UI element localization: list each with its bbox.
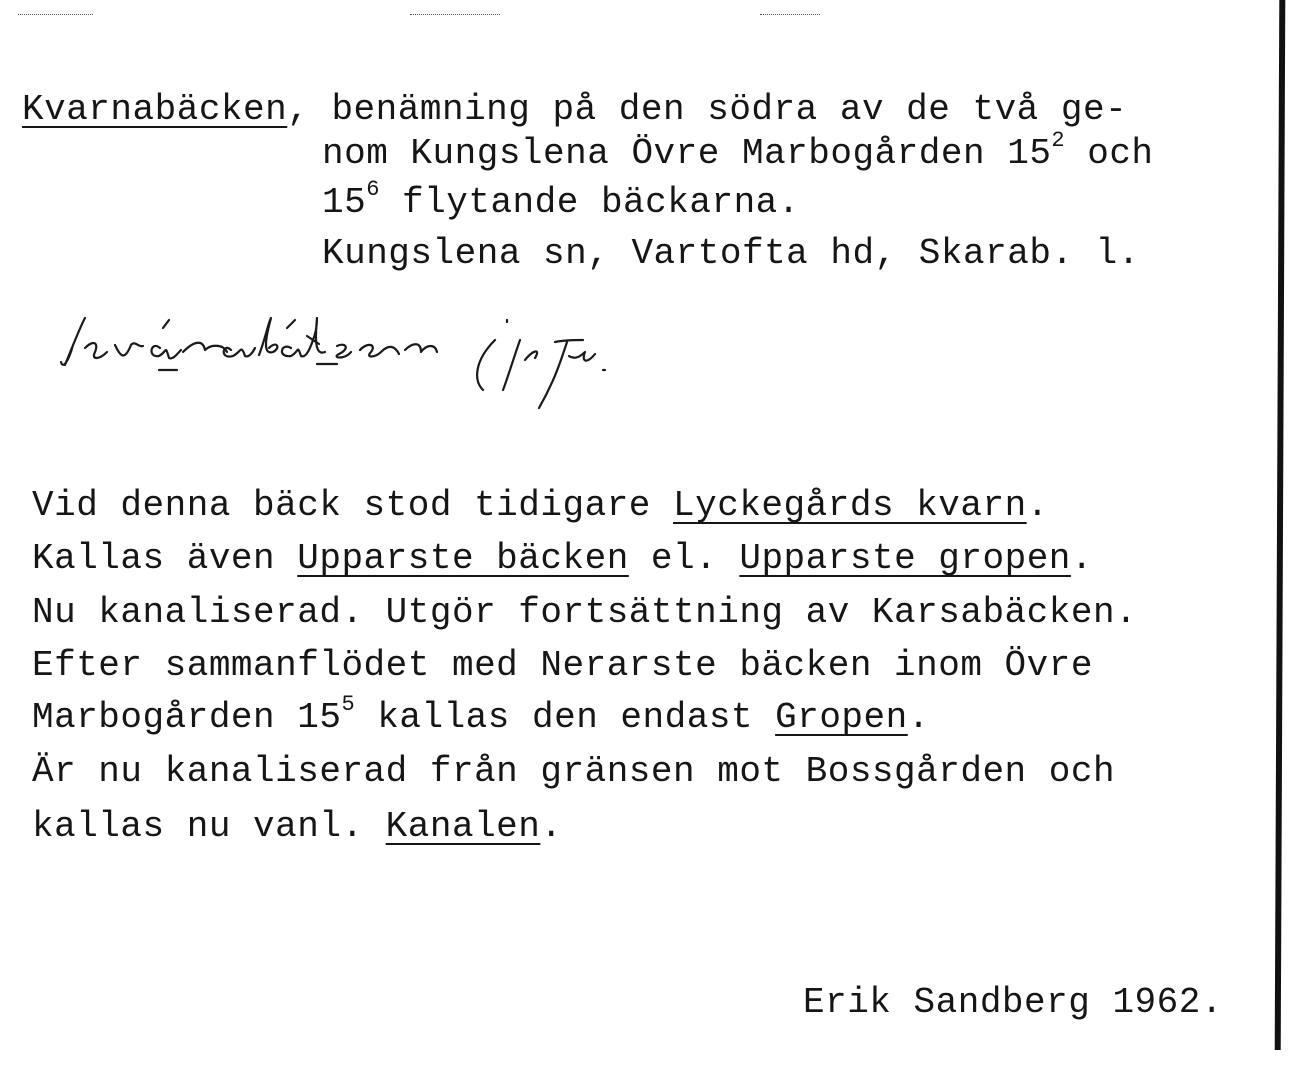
definition-line-2	[322, 128, 1154, 174]
body-text: .	[540, 806, 563, 847]
body-line-5	[32, 692, 930, 738]
scan-speck	[18, 14, 93, 16]
definition-text: nom Kungslena Övre Marbogården 15	[322, 133, 1052, 174]
underlined-name: Upparste gropen	[739, 538, 1071, 579]
superscript: 5	[341, 692, 356, 717]
location-line: Kungslena sn, Vartofta hd, Skarab. l.	[322, 233, 1140, 274]
definition-text: och	[1065, 133, 1154, 174]
definition-text: flytande bäckarna.	[379, 182, 800, 223]
definition-text: 15	[322, 182, 367, 223]
body-text: kallas nu vanl.	[32, 806, 386, 847]
body-text: Kallas även	[32, 538, 298, 579]
underlined-name: Lyckegårds kvarn	[673, 485, 1027, 526]
card-right-edge	[1275, 0, 1286, 1050]
scan-speck	[410, 14, 500, 16]
body-text: .	[907, 697, 930, 738]
underlined-name: Kanalen	[385, 806, 541, 847]
definition-line-3	[322, 177, 800, 223]
superscript: 6	[366, 177, 380, 202]
body-text: el.	[628, 538, 740, 579]
body-line-4: Efter sammanflödet med Nerarste bäcken inom Övre	[32, 645, 1093, 686]
definition-text: , benämning på den södra av de två ge-	[287, 89, 1128, 130]
body-line-3: Nu kanaliserad. Utgör fortsättning av Karsabäcken.	[32, 592, 1138, 633]
body-text: .	[1026, 485, 1049, 526]
handwritten-pronunciation	[55, 300, 835, 420]
underlined-name: Gropen	[775, 697, 908, 738]
superscript: 2	[1051, 128, 1066, 153]
scan-speck	[760, 14, 820, 16]
body-line-6: Är nu kanaliserad från gränsen mot Bossgården och	[32, 751, 1116, 792]
headword-line	[22, 89, 1128, 130]
handwritten-text: kvårnabäk:ən (K.Fu).	[55, 418, 68, 419]
body-text: .	[1070, 538, 1094, 579]
body-line-2	[32, 538, 1094, 579]
body-text: Vid denna bäck stod tidigare	[32, 485, 674, 526]
body-text: Marbogården 15	[32, 697, 342, 738]
underlined-name: Upparste bäcken	[297, 538, 629, 579]
headword: Kvarnabäcken	[22, 89, 288, 130]
body-line-7	[32, 806, 563, 847]
body-line-1	[32, 485, 1049, 526]
body-text: kallas den endast	[355, 697, 776, 738]
signature: Erik Sandberg 1962.	[803, 982, 1223, 1023]
